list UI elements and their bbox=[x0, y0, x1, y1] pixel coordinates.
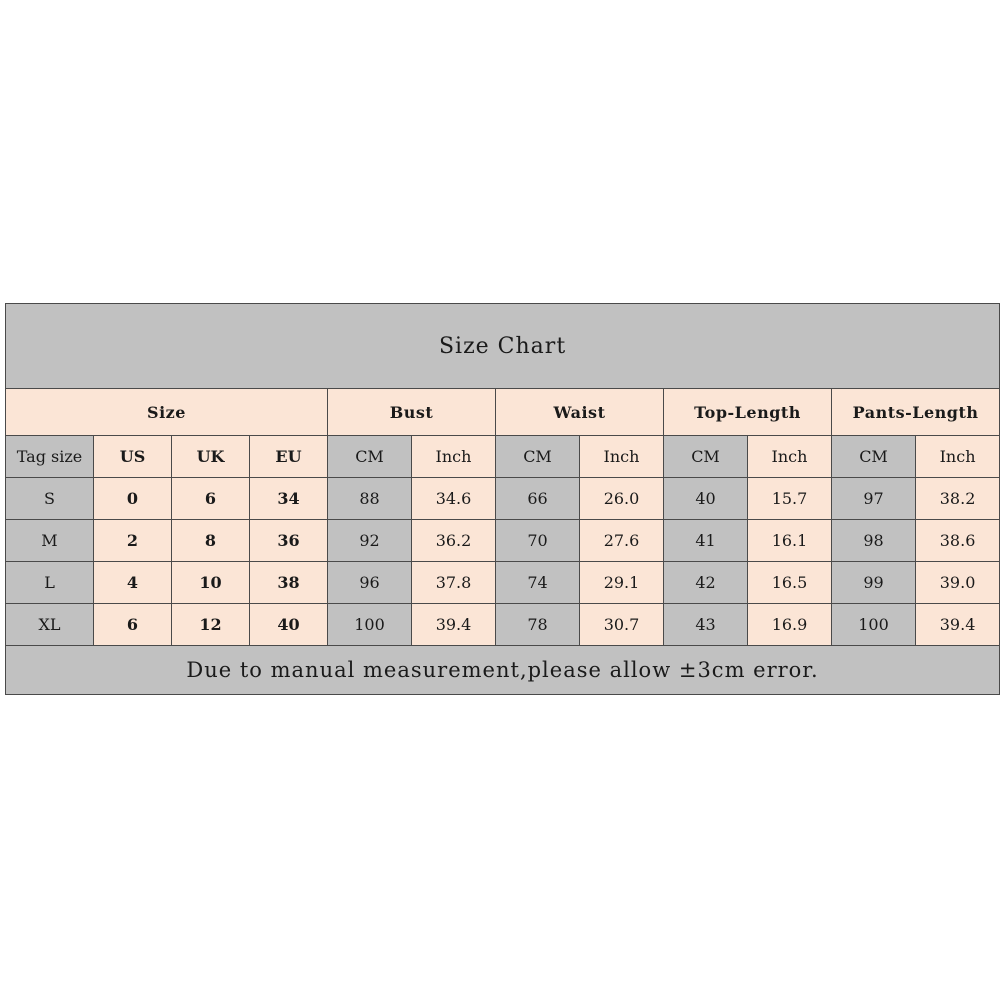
uk-cell: 6 bbox=[172, 478, 250, 520]
top-cm-cell: 41 bbox=[664, 520, 748, 562]
pants-inch-cell: 39.4 bbox=[916, 604, 1000, 646]
table-row bbox=[6, 562, 1000, 604]
tag-size-cell: XL bbox=[6, 604, 94, 646]
eu-cell: 36 bbox=[250, 520, 328, 562]
group-header-row bbox=[6, 389, 1000, 436]
table-row bbox=[6, 604, 1000, 646]
bust-cm-header: CM bbox=[328, 436, 412, 478]
bust-inch-cell: 34.6 bbox=[412, 478, 496, 520]
pants-inch-cell: 39.0 bbox=[916, 562, 1000, 604]
us-cell: 0 bbox=[94, 478, 172, 520]
pants-inch-header: Inch bbox=[916, 436, 1000, 478]
measurement-note: Due to manual measurement,please allow ±3cm error. bbox=[6, 646, 1000, 695]
table-row bbox=[6, 478, 1000, 520]
waist-cm-cell: 74 bbox=[496, 562, 580, 604]
chart-title: Size Chart bbox=[6, 304, 1000, 389]
waist-inch-header: Inch bbox=[580, 436, 664, 478]
us-cell: 2 bbox=[94, 520, 172, 562]
bust-cm-cell: 100 bbox=[328, 604, 412, 646]
bust-cm-cell: 92 bbox=[328, 520, 412, 562]
eu-cell: 34 bbox=[250, 478, 328, 520]
bust-cm-cell: 96 bbox=[328, 562, 412, 604]
pants-length-group-header: Pants-Length bbox=[832, 389, 1000, 436]
top-length-group-header: Top-Length bbox=[664, 389, 832, 436]
top-inch-cell: 15.7 bbox=[748, 478, 832, 520]
bust-group-header: Bust bbox=[328, 389, 496, 436]
top-cm-header: CM bbox=[664, 436, 748, 478]
tag-size-cell: S bbox=[6, 478, 94, 520]
pants-inch-cell: 38.6 bbox=[916, 520, 1000, 562]
uk-cell: 12 bbox=[172, 604, 250, 646]
waist-inch-cell: 26.0 bbox=[580, 478, 664, 520]
top-inch-cell: 16.1 bbox=[748, 520, 832, 562]
us-cell: 6 bbox=[94, 604, 172, 646]
top-cm-cell: 43 bbox=[664, 604, 748, 646]
size-group-header: Size bbox=[6, 389, 328, 436]
pants-inch-cell: 38.2 bbox=[916, 478, 1000, 520]
top-inch-cell: 16.5 bbox=[748, 562, 832, 604]
us-header: US bbox=[94, 436, 172, 478]
top-cm-cell: 42 bbox=[664, 562, 748, 604]
uk-header: UK bbox=[172, 436, 250, 478]
table-row bbox=[6, 520, 1000, 562]
note-row bbox=[6, 646, 1000, 695]
title-row bbox=[6, 304, 1000, 389]
pants-cm-header: CM bbox=[832, 436, 916, 478]
waist-cm-header: CM bbox=[496, 436, 580, 478]
bust-inch-cell: 37.8 bbox=[412, 562, 496, 604]
eu-cell: 38 bbox=[250, 562, 328, 604]
size-chart-table bbox=[5, 303, 1000, 695]
pants-cm-cell: 100 bbox=[832, 604, 916, 646]
tag-size-cell: L bbox=[6, 562, 94, 604]
waist-inch-cell: 27.6 bbox=[580, 520, 664, 562]
bust-inch-cell: 39.4 bbox=[412, 604, 496, 646]
waist-group-header: Waist bbox=[496, 389, 664, 436]
waist-cm-cell: 78 bbox=[496, 604, 580, 646]
eu-header: EU bbox=[250, 436, 328, 478]
waist-inch-cell: 30.7 bbox=[580, 604, 664, 646]
top-inch-cell: 16.9 bbox=[748, 604, 832, 646]
bust-inch-cell: 36.2 bbox=[412, 520, 496, 562]
pants-cm-cell: 98 bbox=[832, 520, 916, 562]
eu-cell: 40 bbox=[250, 604, 328, 646]
uk-cell: 8 bbox=[172, 520, 250, 562]
waist-inch-cell: 29.1 bbox=[580, 562, 664, 604]
top-inch-header: Inch bbox=[748, 436, 832, 478]
sub-header-row bbox=[6, 436, 1000, 478]
uk-cell: 10 bbox=[172, 562, 250, 604]
us-cell: 4 bbox=[94, 562, 172, 604]
tag-size-header: Tag size bbox=[6, 436, 94, 478]
tag-size-cell: M bbox=[6, 520, 94, 562]
waist-cm-cell: 66 bbox=[496, 478, 580, 520]
waist-cm-cell: 70 bbox=[496, 520, 580, 562]
bust-inch-header: Inch bbox=[412, 436, 496, 478]
pants-cm-cell: 97 bbox=[832, 478, 916, 520]
top-cm-cell: 40 bbox=[664, 478, 748, 520]
pants-cm-cell: 99 bbox=[832, 562, 916, 604]
bust-cm-cell: 88 bbox=[328, 478, 412, 520]
